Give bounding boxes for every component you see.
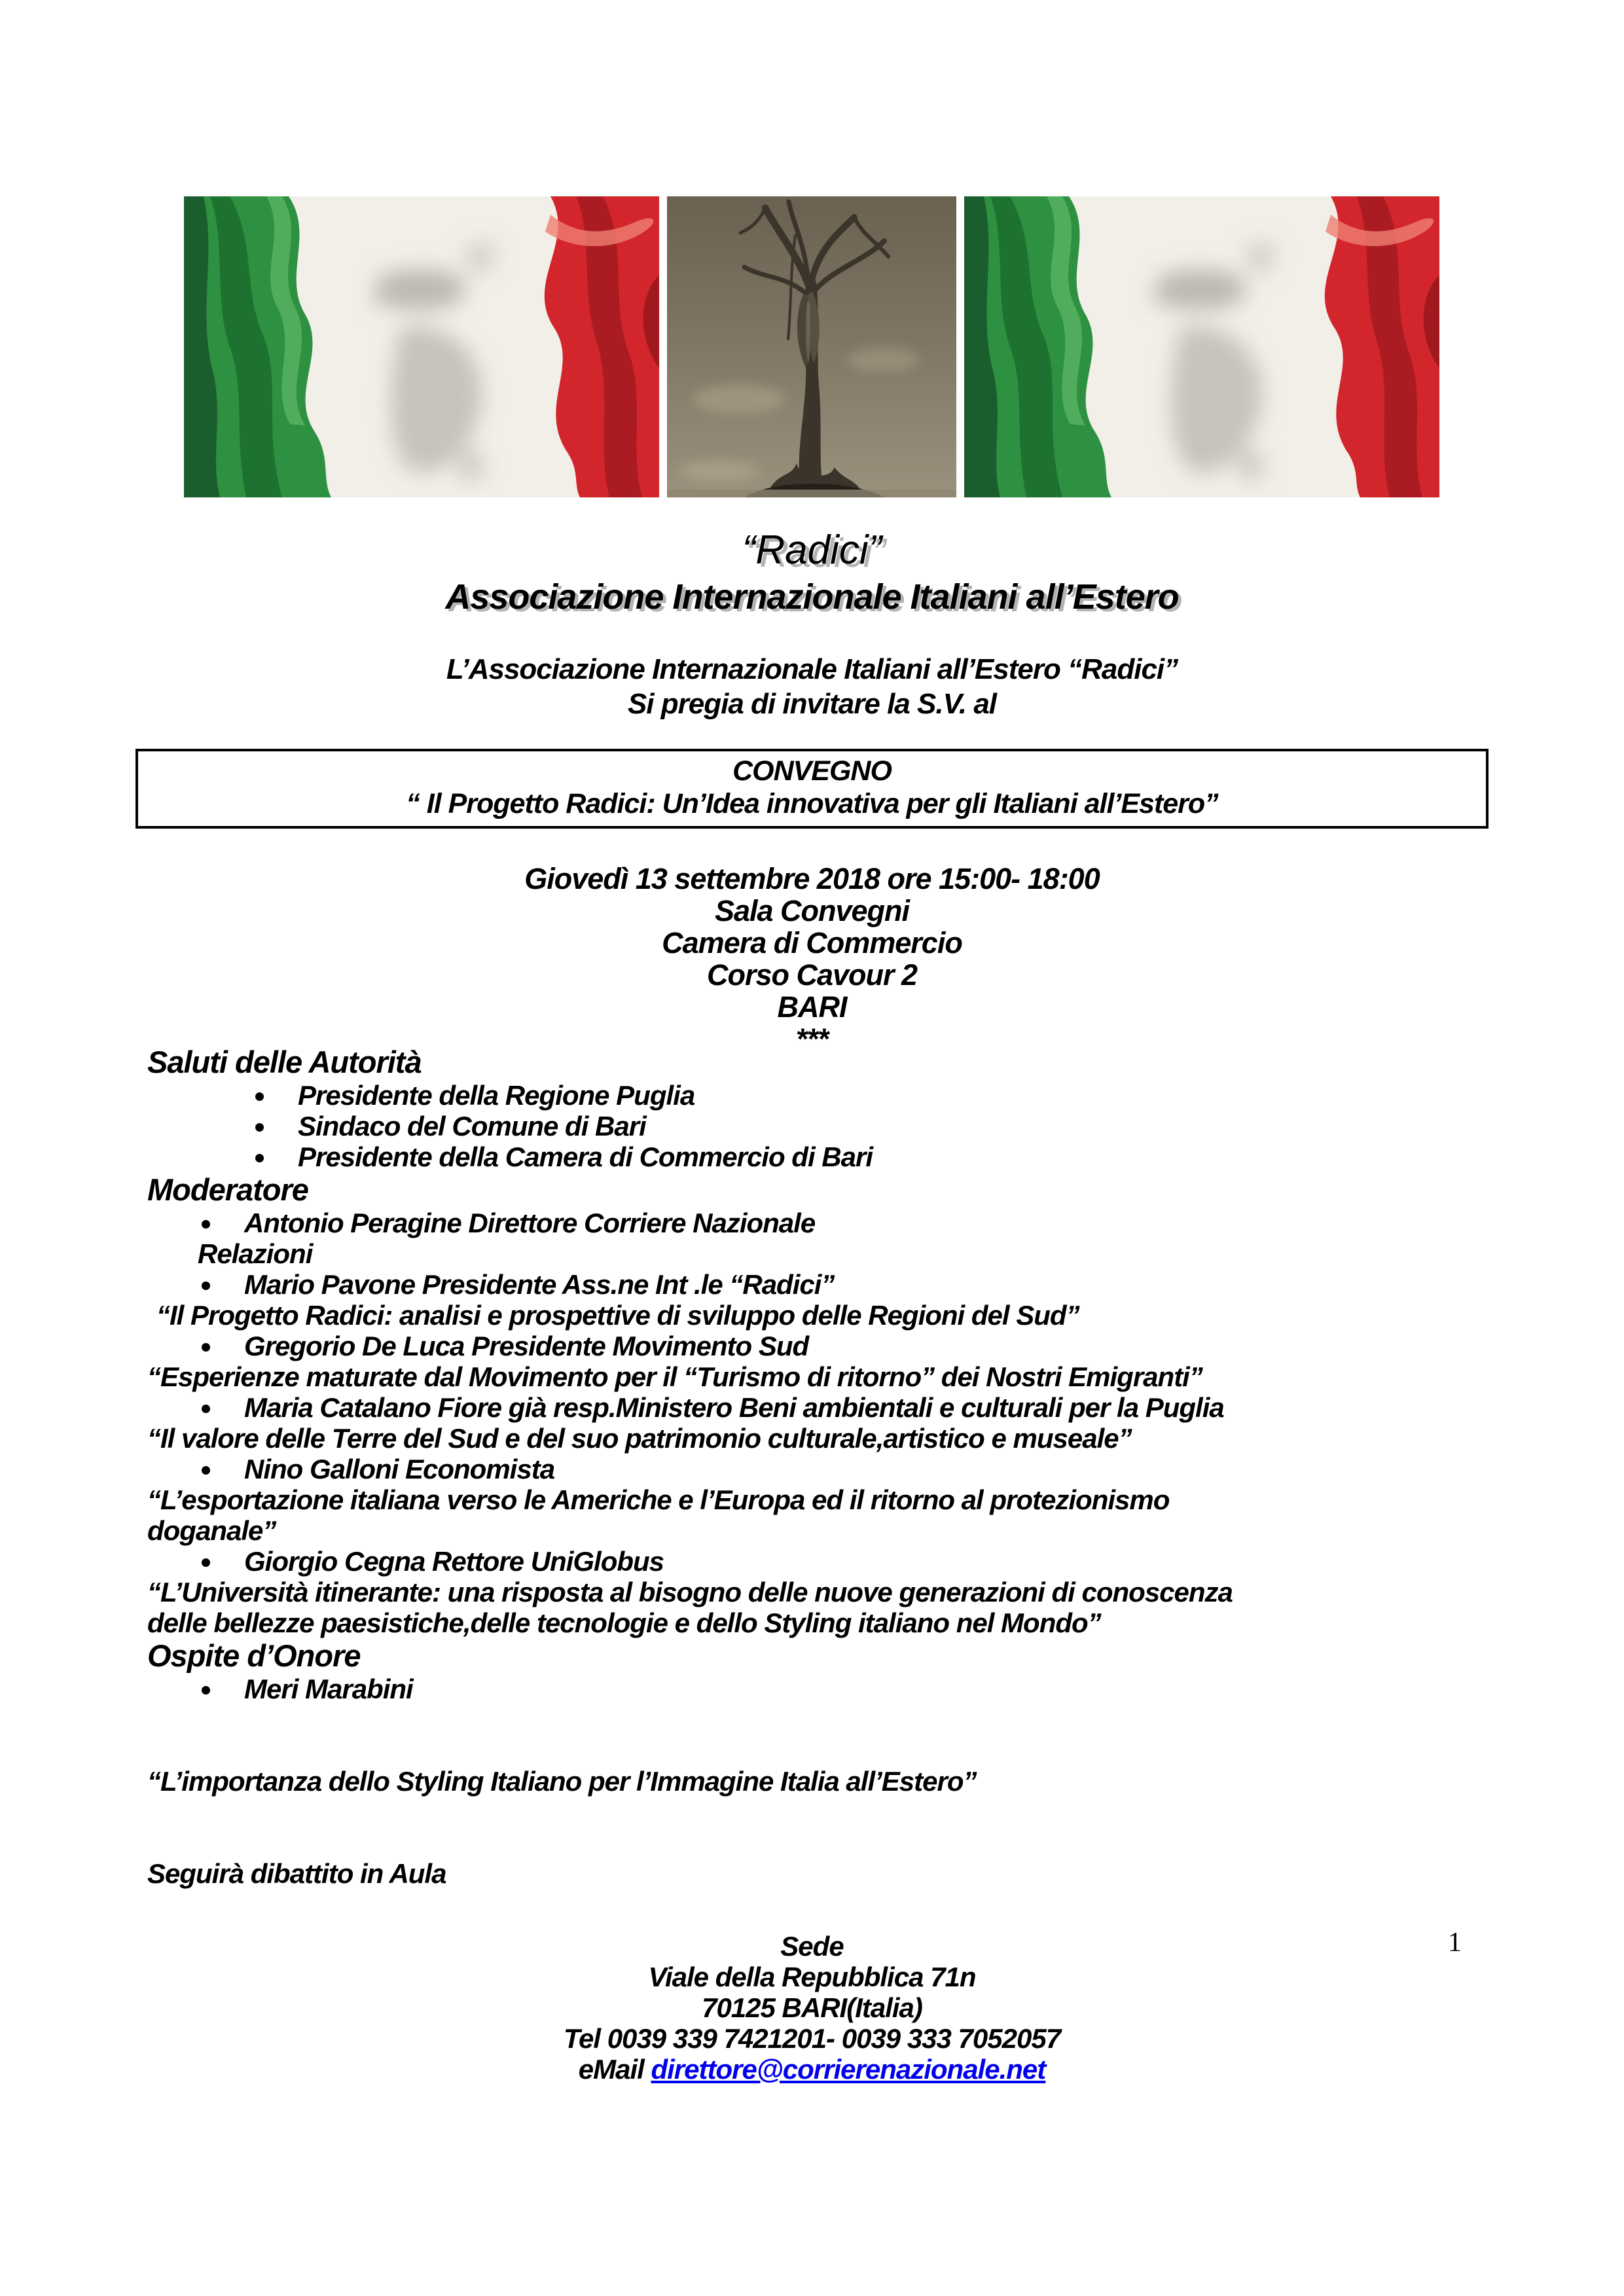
list-item xyxy=(147,1392,1542,1423)
talk-title: “L’importanza dello Styling Italiano per l’Immagine Italia all’Estero” xyxy=(147,1766,977,1797)
email-label: eMail xyxy=(578,2054,651,2085)
footer-phone: Tel 0039 339 7421201- 0039 333 7052057 xyxy=(563,2023,1061,2054)
heading-ospite-donore: Ospite d’Onore xyxy=(147,1638,361,1673)
program-section xyxy=(147,1045,1542,1889)
list-item-label: Presidente della Camera di Commercio di Bari xyxy=(298,1141,873,1172)
event-venue: Camera di Commercio xyxy=(662,926,962,960)
list-item-label: Meri Marabini xyxy=(244,1674,413,1704)
list-item xyxy=(147,1269,1542,1300)
talk-title: “L’Università itinerante: una risposta al bisogno delle nuove generazioni di conoscenza xyxy=(147,1577,1233,1607)
list-item-label: Maria Catalano Fiore già resp.Ministero Beni ambientali e culturali per la Puglia xyxy=(244,1392,1224,1423)
convegno-subtitle: “ Il Progetto Radici: Un’Idea innovativa per gli Italiani all’Estero” xyxy=(406,788,1218,819)
footer-city: 70125 BARI(Italia) xyxy=(702,1992,922,2023)
talk-title: “Il valore delle Terre del Sud e del suo patrimonio culturale,artistico e museale” xyxy=(147,1423,1132,1454)
bullet-icon xyxy=(202,1466,210,1475)
italian-flag-image-right xyxy=(964,196,1439,497)
bullet-icon xyxy=(202,1343,210,1352)
list-item xyxy=(147,1111,1542,1141)
bullet-icon xyxy=(202,1405,210,1413)
list-item xyxy=(147,1674,1542,1704)
bullet-icon xyxy=(255,1154,264,1162)
talk-title: “Esperienze maturate dal Movimento per il “Turismo di ritorno” dei Nostri Emigranti” xyxy=(147,1361,1202,1392)
event-room: Sala Convegni xyxy=(714,894,910,927)
event-city: BARI xyxy=(777,990,847,1024)
page-title: “Radici” xyxy=(742,528,882,573)
bullet-icon xyxy=(255,1123,264,1132)
event-datetime: Giovedì 13 settembre 2018 ore 15:00- 18:00 xyxy=(524,862,1100,895)
page-number: 1 xyxy=(1448,1928,1462,1958)
list-item-label: Antonio Peragine Direttore Corriere Nazionale xyxy=(244,1208,816,1238)
convegno-title: CONVEGNO xyxy=(732,755,892,787)
footer-email-row xyxy=(0,2054,1624,2085)
closing-note: Seguirà dibattito in Aula xyxy=(147,1858,446,1889)
invitation-line-1: L’Associazione Internazionale Italiani all’Estero “Radici” xyxy=(446,653,1178,685)
relazioni-label: Relazioni xyxy=(198,1238,313,1269)
invitation-block xyxy=(0,652,1624,721)
list-item-label: Mario Pavone Presidente Ass.ne Int .le “Radici” xyxy=(244,1269,835,1300)
separator-asterisks: *** xyxy=(795,1022,829,1056)
list-item xyxy=(147,1546,1542,1577)
title-block xyxy=(0,525,1624,618)
event-street: Corso Cavour 2 xyxy=(706,958,918,992)
list-item-label: Gregorio De Luca Presidente Movimento Sud xyxy=(244,1331,809,1361)
list-item-label: Presidente della Regione Puglia xyxy=(298,1080,695,1111)
association-name: Associazione Internazionale Italiani all’Estero xyxy=(445,577,1179,617)
spacer xyxy=(147,1797,1542,1858)
convegno-box xyxy=(135,749,1489,829)
roots-embrace-sculpture-image xyxy=(667,196,956,497)
email-link[interactable]: direttore@corrierenazionale.net xyxy=(651,2054,1046,2085)
list-item-label: Giorgio Cegna Rettore UniGlobus xyxy=(244,1546,664,1577)
footer-sede: Sede xyxy=(780,1931,844,1962)
spacer xyxy=(147,1704,1542,1766)
list-item-label: Nino Galloni Economista xyxy=(244,1454,555,1484)
list-item xyxy=(147,1208,1542,1238)
header-image-strip xyxy=(184,196,1439,497)
list-item-label: Sindaco del Comune di Bari xyxy=(298,1111,646,1141)
bullet-icon xyxy=(202,1558,210,1567)
heading-moderatore: Moderatore xyxy=(147,1172,308,1207)
bullet-icon xyxy=(202,1686,210,1695)
footer-block xyxy=(0,1931,1624,2085)
talk-title-continued: delle bellezze paesistiche,delle tecnologie e dello Styling italiano nel Mondo” xyxy=(147,1607,1101,1638)
talk-title: “Il Progetto Radici: analisi e prospettive di sviluppo delle Regioni del Sud” xyxy=(156,1300,1079,1331)
list-item xyxy=(147,1080,1542,1111)
bullet-icon xyxy=(202,1220,210,1229)
italian-flag-image-left xyxy=(184,196,659,497)
bullet-icon xyxy=(255,1092,264,1101)
talk-title-continued: doganale” xyxy=(147,1515,276,1546)
list-item xyxy=(147,1454,1542,1484)
heading-saluti-autorita: Saluti delle Autorità xyxy=(147,1045,422,1079)
bullet-icon xyxy=(202,1282,210,1290)
list-item xyxy=(147,1331,1542,1361)
list-item xyxy=(147,1141,1542,1172)
talk-title: “L’esportazione italiana verso le Americhe e l’Europa ed il ritorno al protezionismo xyxy=(147,1484,1170,1515)
footer-address: Viale della Repubblica 71n xyxy=(648,1962,976,1992)
event-details-block xyxy=(0,863,1624,1055)
invitation-line-2: Si pregia di invitare la S.V. al xyxy=(627,688,997,720)
